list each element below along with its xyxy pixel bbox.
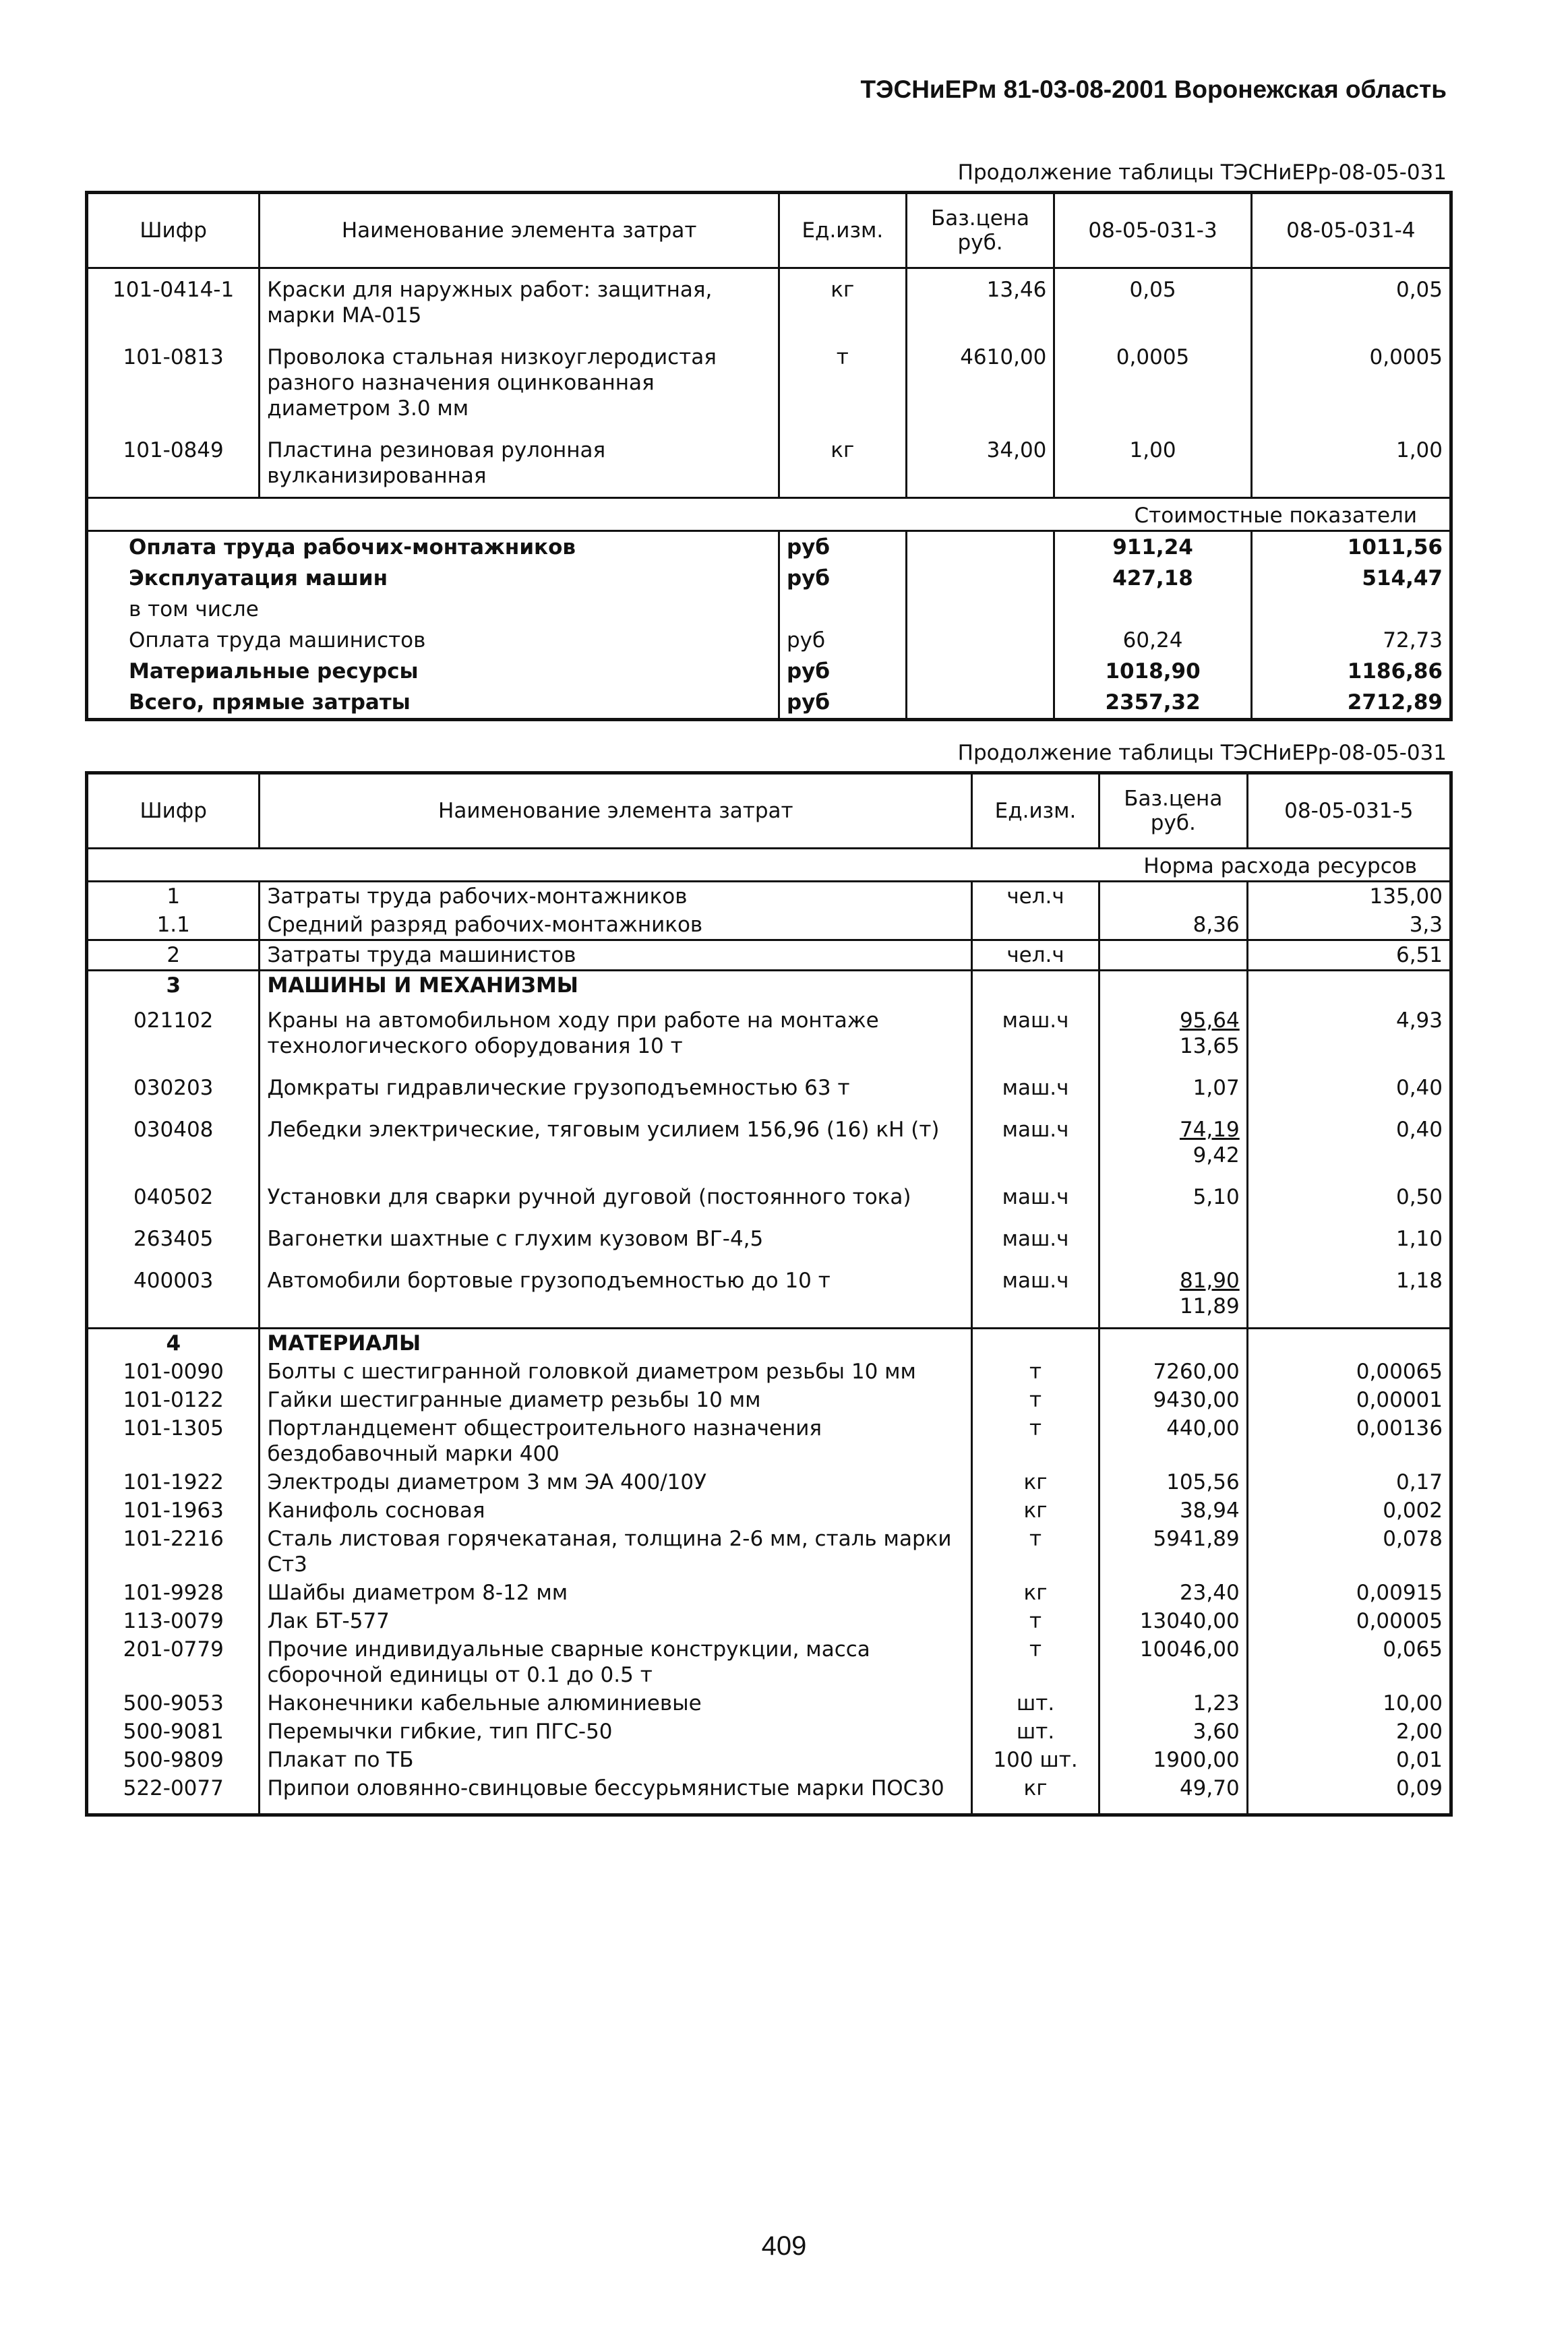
table-cell: 0,09 <box>1247 1774 1451 1802</box>
table-cell: Сталь листовая горячекатаная, толщина 2-6 мм, сталь марки Ст3 <box>260 1525 972 1579</box>
table-cell: 3,60 <box>1099 1718 1247 1746</box>
table-cell: 13040,00 <box>1099 1607 1247 1635</box>
table-cell: 500-9809 <box>87 1746 260 1774</box>
base-price: 1,07 <box>1193 1076 1240 1100</box>
table-cell: шт. <box>972 1718 1099 1746</box>
header-cell: Ед.изм. <box>779 193 906 268</box>
page-header-title: ТЭСНиЕРм 81-03-08-2001 Воронежская область <box>860 75 1447 103</box>
table-cell: Стоимостные показатели <box>87 498 1451 531</box>
table-cell: 030203 <box>87 1067 260 1109</box>
table-cell: 0,05 <box>1251 268 1451 337</box>
table-cell: кг <box>972 1579 1099 1607</box>
table-cell: 500-9081 <box>87 1718 260 1746</box>
table-cell: 0,00005 <box>1247 1607 1451 1635</box>
table-cell <box>1099 882 1247 911</box>
table-cell: Проволока стальная низкоуглеродистая разного назначения оцинкованная диаметром 3.0 мм <box>260 336 779 429</box>
table-cell: Канифоль сосновая <box>260 1496 972 1525</box>
table-cell: 0,00001 <box>1247 1386 1451 1414</box>
table-cell <box>1247 1802 1451 1815</box>
table-cell: 9430,00 <box>1099 1386 1247 1414</box>
base-price: 5,10 <box>1193 1185 1240 1209</box>
table-row <box>87 882 1451 911</box>
table-cell: Краски для наружных работ: защитная, марки МА-015 <box>260 268 779 337</box>
table-cell: 500-9053 <box>87 1689 260 1718</box>
table-cell: 1900,00 <box>1099 1746 1247 1774</box>
table-cell: 101-2216 <box>87 1525 260 1579</box>
table-cell <box>906 594 1054 625</box>
table-cell: 3 <box>87 971 260 1000</box>
table-cell: 1,00 <box>1054 429 1251 498</box>
table-cell: Затраты труда машинистов <box>260 940 972 971</box>
summary-row <box>87 687 1451 720</box>
table-cell: руб <box>779 687 906 720</box>
table-cell: т <box>972 1607 1099 1635</box>
table-cell: МАТЕРИАЛЫ <box>260 1329 972 1358</box>
table-cell: Краны на автомобильном ходу при работе на монтаже технологического оборудования 10 т <box>260 1000 972 1067</box>
table-cell: 427,18 <box>1054 563 1251 594</box>
table-cell: Гайки шестигранные диаметр резьбы 10 мм <box>260 1386 972 1414</box>
table-cell: 8,36 <box>1099 911 1247 940</box>
table-cell: 38,94 <box>1099 1496 1247 1525</box>
table-row <box>87 1067 1451 1109</box>
table-cell: 23,40 <box>1099 1579 1247 1607</box>
table-cell: 0,065 <box>1247 1635 1451 1689</box>
section-row <box>87 1329 1451 1358</box>
table-cell: 101-9928 <box>87 1579 260 1607</box>
table-cell: 1,10 <box>1247 1218 1451 1260</box>
table-cell: кг <box>779 268 906 337</box>
table-cell: 440,00 <box>1099 1414 1247 1468</box>
table-cell: 1 <box>87 882 260 911</box>
table-cell <box>1247 971 1451 1000</box>
table-cell: 0,40 <box>1247 1109 1451 1176</box>
table-cell <box>87 1802 260 1815</box>
table-cell: 2712,89 <box>1251 687 1451 720</box>
table-row <box>87 1176 1451 1218</box>
table-cell: 0,05 <box>1054 268 1251 337</box>
table-cell: чел.ч <box>972 882 1099 911</box>
table-cell: т <box>972 1525 1099 1579</box>
table1-caption: Продолжение таблицы ТЭСНиЕРр-08-05-031 <box>957 160 1447 185</box>
machinist-wage: 13,65 <box>1179 1034 1240 1058</box>
table-cell: Автомобили бортовые грузоподъемностью до 10 т <box>260 1260 972 1329</box>
table-cell <box>1054 594 1251 625</box>
table-cell: Оплата труда машинистов <box>87 625 779 656</box>
table-cell: 105,56 <box>1099 1468 1247 1496</box>
table-cell <box>1099 940 1247 971</box>
table-cell: 040502 <box>87 1176 260 1218</box>
table-row <box>87 1774 1451 1802</box>
table-row <box>87 1579 1451 1607</box>
table-cell: 13,46 <box>906 268 1054 337</box>
table-cell: кг <box>972 1774 1099 1802</box>
table-cell <box>779 594 906 625</box>
table-cell: Пластина резиновая рулонная вулканизированная <box>260 429 779 498</box>
table-cell <box>906 531 1054 564</box>
header-cell: 08-05-031-5 <box>1247 773 1451 849</box>
table-cell: 101-0849 <box>87 429 260 498</box>
table-cell: 5941,89 <box>1099 1525 1247 1579</box>
table2 <box>85 771 1453 1817</box>
header-cell: Наименование элемента затрат <box>260 773 972 849</box>
table-cell: 0,0005 <box>1054 336 1251 429</box>
table-cell: Лебедки электрические, тяговым усилием 156,96 (16) кН (т) <box>260 1109 972 1176</box>
table-cell: 1,00 <box>1251 429 1451 498</box>
table-cell: Плакат по ТБ <box>260 1746 972 1774</box>
table-cell <box>906 625 1054 656</box>
table-cell <box>906 656 1054 687</box>
table-cell: т <box>779 336 906 429</box>
table-cell: Наконечники кабельные алюминиевые <box>260 1689 972 1718</box>
table-cell: 10,00 <box>1247 1689 1451 1718</box>
table-row <box>87 1414 1451 1468</box>
table-cell: 6,51 <box>1247 940 1451 971</box>
table-cell <box>1099 971 1247 1000</box>
table-cell: руб <box>779 531 906 564</box>
table-cell: 1.1 <box>87 911 260 940</box>
table-cell: Припои оловянно-свинцовые бессурьмянистые марки ПОС30 <box>260 1774 972 1802</box>
page-number: 409 <box>761 2231 807 2261</box>
table-row <box>87 1496 1451 1525</box>
machinist-wage: 11,89 <box>1179 1294 1240 1318</box>
table-cell <box>972 1329 1099 1358</box>
table-cell: 2 <box>87 940 260 971</box>
table-cell: 0,17 <box>1247 1468 1451 1496</box>
table-cell: в том числе <box>87 594 779 625</box>
table-row <box>87 940 1451 971</box>
header-cell: 08-05-031-4 <box>1251 193 1451 268</box>
table-cell: Болты с шестигранной головкой диаметром резьбы 10 мм <box>260 1358 972 1386</box>
table-cell: Затраты труда рабочих-монтажников <box>260 882 972 911</box>
table-cell <box>260 1802 972 1815</box>
table-row <box>87 1109 1451 1176</box>
table-cell: маш.ч <box>972 1218 1099 1260</box>
table-row <box>87 1718 1451 1746</box>
table-cell: 101-1305 <box>87 1414 260 1468</box>
table-cell: 100 шт. <box>972 1746 1099 1774</box>
table-row <box>87 1260 1451 1329</box>
table-row <box>87 1358 1451 1386</box>
header-cell: Шифр <box>87 193 260 268</box>
table-cell: т <box>972 1635 1099 1689</box>
table1-section-band <box>87 498 1451 531</box>
table-row <box>87 1635 1451 1689</box>
bottom-spacer <box>87 1802 1451 1815</box>
table-cell: т <box>972 1414 1099 1468</box>
table-cell: 7260,00 <box>1099 1358 1247 1386</box>
table-cell: маш.ч <box>972 1260 1099 1329</box>
base-price: 95,64 <box>1179 1008 1240 1033</box>
table-cell: 911,24 <box>1054 531 1251 564</box>
header-cell: 08-05-031-3 <box>1054 193 1251 268</box>
table-cell: Шайбы диаметром 8-12 мм <box>260 1579 972 1607</box>
table-row <box>87 911 1451 940</box>
table-row <box>87 1746 1451 1774</box>
table-cell: 101-0090 <box>87 1358 260 1386</box>
table-row <box>87 268 1451 337</box>
table-cell: 49,70 <box>1099 1774 1247 1802</box>
table-row <box>87 1607 1451 1635</box>
table-cell: 34,00 <box>906 429 1054 498</box>
table-cell: 1186,86 <box>1251 656 1451 687</box>
table-cell: Перемычки гибкие, тип ПГС-50 <box>260 1718 972 1746</box>
table-cell: Норма расхода ресурсов <box>87 849 1451 882</box>
table-cell: 72,73 <box>1251 625 1451 656</box>
table-cell <box>1251 594 1451 625</box>
table-cell: 135,00 <box>1247 882 1451 911</box>
table-cell: маш.ч <box>972 1000 1099 1067</box>
table-cell: 113-0079 <box>87 1607 260 1635</box>
table1 <box>85 191 1453 721</box>
table-cell: 2357,32 <box>1054 687 1251 720</box>
table-cell: 0,078 <box>1247 1525 1451 1579</box>
table-cell: Средний разряд рабочих-монтажников <box>260 911 972 940</box>
table-cell: Портландцемент общестроительного назначения бездобавочный марки 400 <box>260 1414 972 1468</box>
table-row <box>87 336 1451 429</box>
table-row <box>87 1386 1451 1414</box>
table-cell: Электроды диаметром 3 мм ЭА 400/10У <box>260 1468 972 1496</box>
table-cell: кг <box>779 429 906 498</box>
table-cell: 2,00 <box>1247 1718 1451 1746</box>
table-cell: 0,002 <box>1247 1496 1451 1525</box>
table-cell: руб <box>779 625 906 656</box>
table-cell <box>1099 1176 1247 1218</box>
table2-header-row <box>87 773 1451 849</box>
header-cell: Баз.цена руб. <box>906 193 1054 268</box>
table-cell: 4610,00 <box>906 336 1054 429</box>
table-cell: МАШИНЫ И МЕХАНИЗМЫ <box>260 971 972 1000</box>
table-cell <box>1099 1067 1247 1109</box>
table2-section-band <box>87 849 1451 882</box>
base-price: 74,19 <box>1179 1118 1240 1142</box>
table-cell: Лак БТ-577 <box>260 1607 972 1635</box>
summary-row <box>87 563 1451 594</box>
table-cell: 101-0122 <box>87 1386 260 1414</box>
table-cell: 1,18 <box>1247 1260 1451 1329</box>
table-row <box>87 1468 1451 1496</box>
table-cell: 201-0779 <box>87 1635 260 1689</box>
table-row <box>87 1000 1451 1067</box>
table-cell: 101-0813 <box>87 336 260 429</box>
table-cell <box>1099 1329 1247 1358</box>
table-cell: 4 <box>87 1329 260 1358</box>
table-cell: Домкраты гидравлические грузоподъемностью 63 т <box>260 1067 972 1109</box>
table-cell: 263405 <box>87 1218 260 1260</box>
table-cell: 60,24 <box>1054 625 1251 656</box>
table-cell: 0,00915 <box>1247 1579 1451 1607</box>
table-cell: 101-0414-1 <box>87 268 260 337</box>
table-cell: маш.ч <box>972 1067 1099 1109</box>
table-cell: 400003 <box>87 1260 260 1329</box>
table-cell: шт. <box>972 1689 1099 1718</box>
summary-row <box>87 656 1451 687</box>
table-cell: кг <box>972 1496 1099 1525</box>
table-cell: Установки для сварки ручной дуговой (постоянного тока) <box>260 1176 972 1218</box>
header-cell: Ед.изм. <box>972 773 1099 849</box>
table-cell: т <box>972 1358 1099 1386</box>
table-cell <box>1099 1260 1247 1329</box>
table-row <box>87 1218 1451 1260</box>
header-cell: Шифр <box>87 773 260 849</box>
table-cell <box>972 971 1099 1000</box>
summary-row <box>87 625 1451 656</box>
table-row <box>87 429 1451 498</box>
table-cell: руб <box>779 656 906 687</box>
table-cell: маш.ч <box>972 1109 1099 1176</box>
table-row <box>87 1689 1451 1718</box>
table-row <box>87 1525 1451 1579</box>
summary-row <box>87 594 1451 625</box>
table-cell: 0,40 <box>1247 1067 1451 1109</box>
table-cell: 101-1922 <box>87 1468 260 1496</box>
table-cell: кг <box>972 1468 1099 1496</box>
summary-row <box>87 531 1451 564</box>
table-cell: руб <box>779 563 906 594</box>
table-cell: 514,47 <box>1251 563 1451 594</box>
table-cell: чел.ч <box>972 940 1099 971</box>
table-cell: 021102 <box>87 1000 260 1067</box>
table-cell: 030408 <box>87 1109 260 1176</box>
table-cell <box>906 563 1054 594</box>
table-cell: 0,50 <box>1247 1176 1451 1218</box>
table-cell: Всего, прямые затраты <box>87 687 779 720</box>
table-cell: 0,01 <box>1247 1746 1451 1774</box>
table-cell: маш.ч <box>972 1176 1099 1218</box>
table-cell <box>1099 1109 1247 1176</box>
table-cell <box>1099 1802 1247 1815</box>
table-cell <box>1099 1218 1247 1260</box>
table-cell: Прочие индивидуальные сварные конструкции, масса сборочной единицы от 0.1 до 0.5 т <box>260 1635 972 1689</box>
base-price: 81,90 <box>1179 1269 1240 1293</box>
table-cell: Вагонетки шахтные с глухим кузовом ВГ-4,5 <box>260 1218 972 1260</box>
table-cell: Эксплуатация машин <box>87 563 779 594</box>
table-cell: 3,3 <box>1247 911 1451 940</box>
header-cell: Баз.цена руб. <box>1099 773 1247 849</box>
table-cell <box>972 1802 1099 1815</box>
table-cell: т <box>972 1386 1099 1414</box>
table-cell: 0,00136 <box>1247 1414 1451 1468</box>
table-cell: Материальные ресурсы <box>87 656 779 687</box>
table-cell: 1018,90 <box>1054 656 1251 687</box>
section-row <box>87 971 1451 1000</box>
machinist-wage: 9,42 <box>1193 1143 1240 1167</box>
table-cell <box>906 687 1054 720</box>
table-cell <box>972 911 1099 940</box>
table-cell <box>1247 1329 1451 1358</box>
table-cell: 1011,56 <box>1251 531 1451 564</box>
table-cell <box>1099 1000 1247 1067</box>
table-cell: 4,93 <box>1247 1000 1451 1067</box>
table1-header-row <box>87 193 1451 268</box>
table-cell: Оплата труда рабочих-монтажников <box>87 531 779 564</box>
table-cell: 10046,00 <box>1099 1635 1247 1689</box>
table-cell: 101-1963 <box>87 1496 260 1525</box>
table-cell: 0,00065 <box>1247 1358 1451 1386</box>
header-cell: Наименование элемента затрат <box>260 193 779 268</box>
table-cell: 522-0077 <box>87 1774 260 1802</box>
table-cell: 0,0005 <box>1251 336 1451 429</box>
table-cell: 1,23 <box>1099 1689 1247 1718</box>
table2-caption: Продолжение таблицы ТЭСНиЕРр-08-05-031 <box>957 741 1447 765</box>
